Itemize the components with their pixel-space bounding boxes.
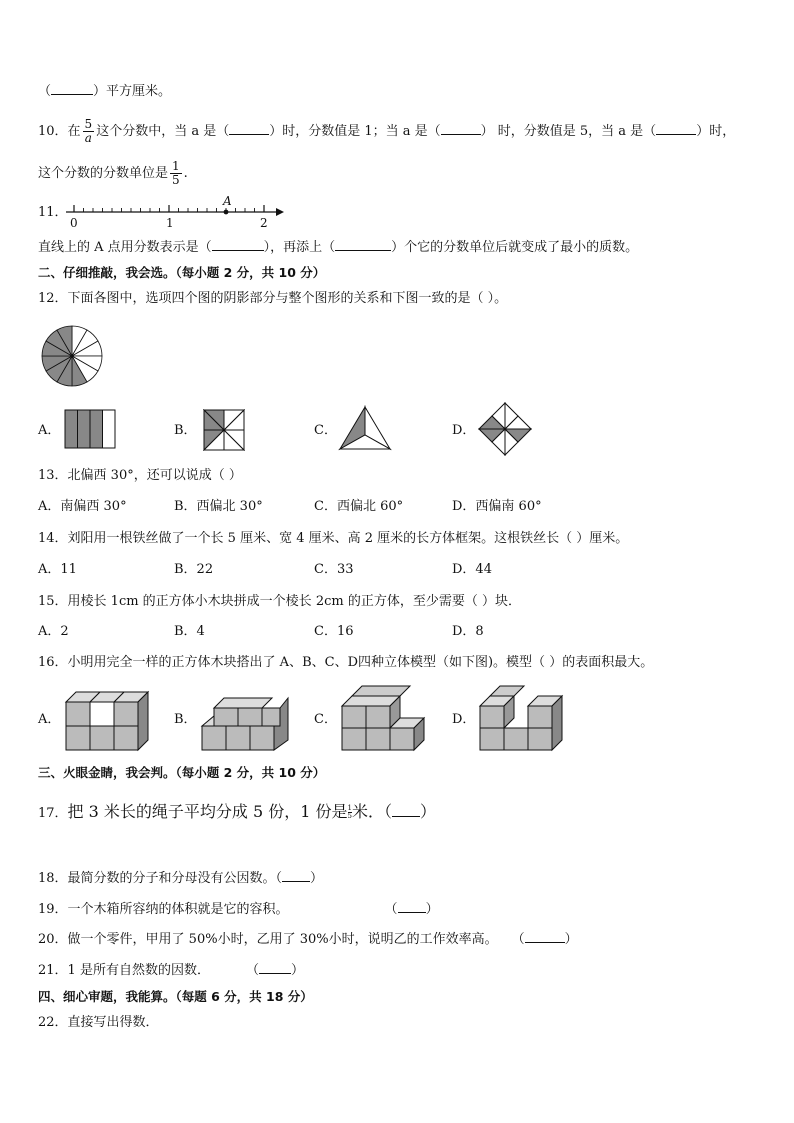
q19-line: 19．一个木箱所容纳的体积就是它的容积。 （ ） <box>38 902 439 917</box>
q12-option-a[interactable]: A． <box>38 423 61 438</box>
q11-text-line: 直线上的 A 点用分数表示是（ ），再添上（ ）个它的分数单位后就变成了最小的质数。 <box>38 240 639 255</box>
answer-blank[interactable] <box>259 961 291 974</box>
section-2-title: 二、仔细推敲，我会选。（每小题 2 分，共 10 分） <box>38 265 326 280</box>
q13-option-d[interactable]: D．西偏南 60° <box>452 499 542 514</box>
answer-blank[interactable] <box>282 869 310 882</box>
q20-line: 20．做一个零件，甲用了 50%小时，乙用了 30%小时，说明乙的工作效率高。 （ ） <box>38 932 578 947</box>
q15-option-b[interactable]: B．4 <box>174 624 205 639</box>
q9-line: （ ）平方厘米。 <box>38 84 172 99</box>
fraction-5-over-a: $\frac{5}{a}$ <box>84 117 93 145</box>
q14-option-b[interactable]: B．22 <box>174 562 214 577</box>
answer-blank[interactable] <box>525 930 565 943</box>
answer-blank[interactable] <box>392 804 420 817</box>
square-figure-b <box>203 409 245 451</box>
q15-option-d[interactable]: D．8 <box>452 624 484 639</box>
q9-text: 平方厘米。 <box>106 84 172 99</box>
q13-text: 13．北偏西 30°，还可以说成（ ） <box>38 468 242 483</box>
cube-model-b <box>198 688 294 752</box>
q16-option-c[interactable]: C． <box>314 712 337 727</box>
q16-option-a[interactable]: A． <box>38 712 61 727</box>
q16-text: 16．小明用完全一样的正方体木块搭出了 A、B、C、D四种立体模型（如下图)。模型（ ）的表面积最大。 <box>38 655 654 670</box>
q13-option-c[interactable]: C．西偏北 60° <box>314 499 404 514</box>
q22-text: 22．直接写出得数． <box>38 1015 159 1030</box>
answer-blank[interactable] <box>212 238 264 251</box>
q15-option-a[interactable]: A．2 <box>38 624 69 639</box>
q14-option-d[interactable]: D．44 <box>452 562 492 577</box>
diamond-figure-d <box>478 402 532 456</box>
q13-option-a[interactable]: A．南偏西 30° <box>38 499 127 514</box>
answer-blank[interactable] <box>229 122 269 135</box>
answer-blank[interactable] <box>656 122 696 135</box>
q12-option-b[interactable]: B． <box>174 423 197 438</box>
q18-line: 18．最简分数的分子和分母没有公因数。（ ） <box>38 871 324 886</box>
fraction-1-over-5-small: $\frac{1}{5}$ <box>347 804 352 820</box>
q12-option-c[interactable]: C． <box>314 423 337 438</box>
answer-blank[interactable] <box>441 122 481 135</box>
tick-label-0: 0 <box>70 216 78 230</box>
point-label-a: A <box>223 194 232 208</box>
circle-12-sectors-figure <box>40 324 104 388</box>
q16-option-b[interactable]: B． <box>174 712 197 727</box>
q13-option-b[interactable]: B．西偏北 30° <box>174 499 263 514</box>
answer-blank[interactable] <box>51 82 93 95</box>
q12-option-d[interactable]: D． <box>452 423 476 438</box>
q15-option-c[interactable]: C．16 <box>314 624 354 639</box>
tick-label-1: 1 <box>166 216 174 230</box>
q10-line1: 10．在 $\frac{5}{a}$ 这个分数中，当 a 是（ ）时，分数值是 1；当 a 是（ ） 时，分数值是 5，当 a 是（ ）时， <box>38 117 736 145</box>
q14-option-a[interactable]: A．11 <box>38 562 77 577</box>
q21-line: 21．1 是所有自然数的因数． （ ） <box>38 963 304 978</box>
cube-model-d <box>476 684 572 754</box>
cube-stack <box>66 692 148 750</box>
section-3-title: 三、火眼金睛，我会判。（每小题 2 分，共 10 分） <box>38 765 326 780</box>
answer-blank[interactable] <box>398 900 426 913</box>
q17-line: 17．把 3 米长的绳子平均分成 5 份，1 份是 $\frac{1}{5}$ 米．（ ） <box>38 802 437 821</box>
q14-text: 14．刘阳用一根铁丝做了一个长 5 厘米、宽 4 厘米、高 2 厘米的长方体框架。这根铁丝长（ ）厘米。 <box>38 531 629 546</box>
answer-blank[interactable] <box>335 238 391 251</box>
cube-model-c <box>338 684 434 754</box>
q15-text: 15．用棱长 1cm 的正方体小木块拼成一个棱长 2cm 的正方体，至少需要（ ）块． <box>38 594 521 609</box>
q11-num: 11． <box>38 205 68 220</box>
cube-model-a <box>62 688 158 752</box>
q16-option-d[interactable]: D． <box>452 712 476 727</box>
point-a-marker <box>224 210 229 215</box>
rectangle-figure-a <box>64 409 118 449</box>
triangle-figure-c <box>338 405 392 451</box>
q12-text: 12．下面各图中，选项四个图的阴影部分与整个图形的关系和下图一致的是（ ）。 <box>38 291 508 306</box>
tick-label-2: 2 <box>260 216 268 230</box>
q10-line2: 这个分数的分数单位是 $\frac{1}{5}$ . <box>38 159 188 187</box>
section-4-title: 四、细心审题，我能算。（每题 6 分，共 18 分） <box>38 989 313 1004</box>
q14-option-c[interactable]: C．33 <box>314 562 354 577</box>
fraction-1-over-5: $\frac{1}{5}$ <box>172 159 180 187</box>
